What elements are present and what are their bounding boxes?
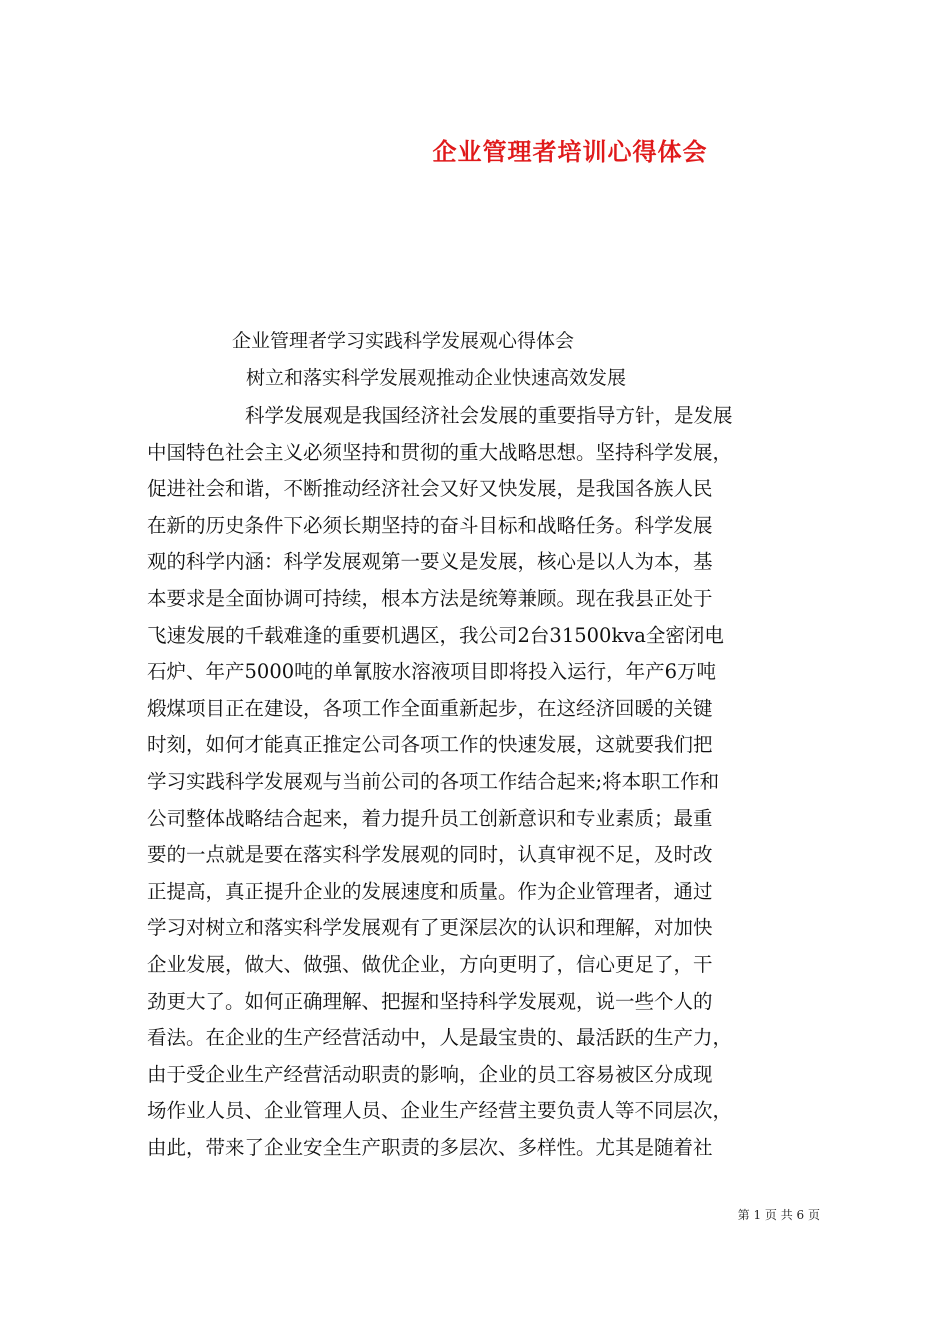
body-line: 观的科学内涵：科学发展观第一要义是发展，核心是以人为本，基 (147, 550, 713, 574)
body-line: 正提高，真正提升企业的发展速度和质量。作为企业管理者，通过 (147, 879, 713, 903)
body-line: 飞速发展的千载难逢的重要机遇区，我公司2台31500kva全密闭电 (147, 623, 724, 647)
body-line: 中国特色社会主义必须坚持和贯彻的重大战略思想。坚持科学发展， (147, 440, 733, 464)
body-line: 石炉、年产5000吨的单氰胺水溶液项目即将投入运行，年产6万吨 (147, 660, 717, 684)
body-line: 促进社会和谐，不断推动经济社会又好又快发展，是我国各族人民 (147, 477, 713, 501)
body-line: 由此，带来了企业安全生产职责的多层次、多样性。尤其是随着社 (147, 1135, 713, 1159)
body-line: 学习实践科学发展观与当前公司的各项工作结合起来;将本职工作和 (147, 769, 720, 793)
body-line: 场作业人员、企业管理人员、企业生产经营主要负责人等不同层次， (147, 1099, 733, 1123)
subtitle-secondary: 树立和落实科学发展观推动企业快速高效发展 (246, 367, 627, 389)
body-line: 科学发展观是我国经济社会发展的重要指导方针，是发展 (245, 404, 733, 427)
body-line: 煅煤项目正在建设，各项工作全面重新起步，在这经济回暖的关键 (147, 696, 713, 720)
body-line: 学习对树立和落实科学发展观有了更深层次的认识和理解，对加快 (147, 916, 713, 940)
body-line: 在新的历史条件下必须长期坚持的奋斗目标和战略任务。科学发展 (147, 513, 713, 537)
page-title: 企业管理者培训心得体会 (432, 137, 708, 166)
page-number-footer: 第 1 页 共 6 页 (737, 1208, 820, 1222)
body-paragraph (147, 398, 823, 1166)
body-line: 公司整体战略结合起来，着力提升员工创新意识和专业素质；最重 (147, 806, 713, 830)
subtitle-primary: 企业管理者学习实践科学发展观心得体会 (232, 330, 575, 352)
body-line: 时刻，如何才能真正推定公司各项工作的快速发展，这就要我们把 (147, 733, 713, 757)
body-line: 要的一点就是要在落实科学发展观的同时，认真审视不足，及时改 (147, 843, 713, 867)
body-line: 企业发展，做大、做强、做优企业，方向更明了，信心更足了，干 (147, 952, 713, 976)
body-line: 本要求是全面协调可持续，根本方法是统筹兼顾。现在我县正处于 (147, 586, 713, 610)
body-line: 看法。在企业的生产经营活动中，人是最宝贵的、最活跃的生产力， (147, 1026, 733, 1050)
body-line: 由于受企业生产经营活动职责的影响，企业的员工容易被区分成现 (147, 1062, 713, 1086)
body-line: 劲更大了。如何正确理解、把握和坚持科学发展观，说一些个人的 (147, 989, 713, 1013)
